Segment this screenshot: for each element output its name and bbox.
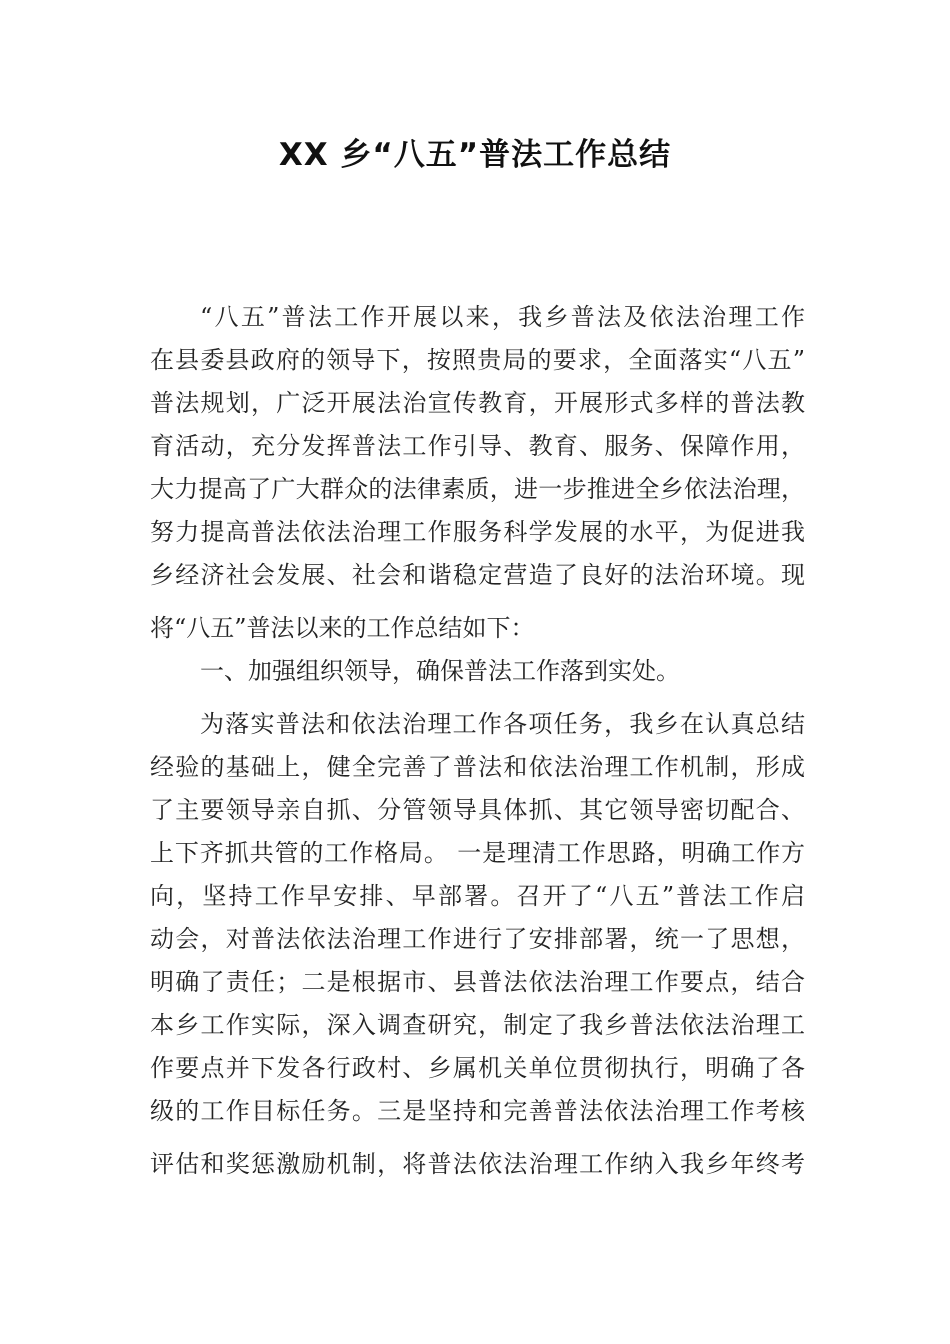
document-title: XX 乡“八五”普法工作总结	[278, 137, 672, 173]
paragraph-2-line-7: 明确了责任；二是根据市、县普法依法治理工作要点，结合	[150, 968, 805, 996]
paragraph-1-line-3: 普法规划，广泛开展法治宣传教育，开展形式多样的普法教	[150, 389, 805, 417]
paragraph-2-line-5: 向，坚持工作早安排、早部署。召开了“八五”普法工作启	[150, 882, 805, 910]
paragraph-2-line-11: 评估和奖惩激励机制，将普法依法治理工作纳入我乡年终考	[150, 1150, 805, 1178]
paragraph-1-line-4: 育活动，充分发挥普法工作引导、教育、服务、保障作用，	[150, 432, 805, 460]
paragraph-1-line-7: 乡经济社会发展、社会和谐稳定营造了良好的法治环境。现	[150, 561, 805, 589]
paragraph-2-line-2: 经验的基础上，健全完善了普法和依法治理工作机制，形成	[150, 753, 805, 781]
paragraph-2-line-4: 上下齐抓共管的工作格局。 一是理清工作思路，明确工作方	[150, 839, 805, 867]
paragraph-1-line-2: 在县委县政府的领导下，按照贵局的要求，全面落实“八五”	[150, 346, 805, 374]
paragraph-2-line-1: 为落实普法和依法治理工作各项任务，我乡在认真总结	[200, 710, 805, 738]
document-body	[150, 296, 805, 1186]
paragraph-1-line-6: 努力提高普法依法治理工作服务科学发展的水平，为促进我	[150, 518, 805, 546]
paragraph-2-line-9: 作要点并下发各行政村、乡属机关单位贯彻执行，明确了各	[150, 1054, 805, 1082]
paragraph-2-line-3: 了主要领导亲自抓、分管领导具体抓、其它领导密切配合、	[150, 796, 805, 824]
paragraph-1-line-8: 将“八五”普法以来的工作总结如下：	[150, 614, 535, 642]
paragraph-2-line-8: 本乡工作实际，深入调查研究，制定了我乡普法依法治理工	[150, 1011, 805, 1039]
paragraph-2-line-10: 级的工作目标任务。三是坚持和完善普法依法治理工作考核	[150, 1097, 805, 1125]
paragraph-1-line-1: “八五”普法工作开展以来，我乡普法及依法治理工作	[200, 303, 805, 331]
paragraph-2-line-6: 动会，对普法依法治理工作进行了安排部署，统一了思想，	[150, 925, 805, 953]
paragraph-1-line-5: 大力提高了广大群众的法律素质，进一步推进全乡依法治理，	[150, 475, 805, 503]
section-heading-1: 一、加强组织领导，确保普法工作落到实处。	[200, 657, 680, 685]
